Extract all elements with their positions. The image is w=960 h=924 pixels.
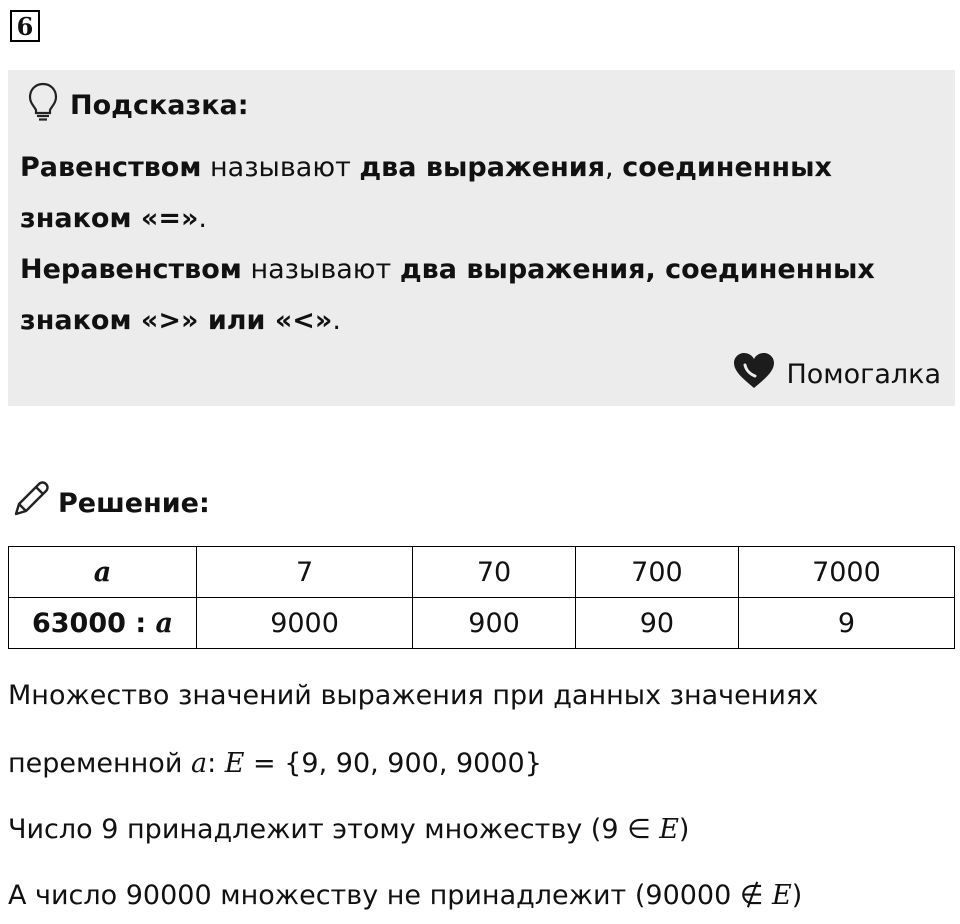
set-e: E <box>771 880 792 911</box>
paragraph-text: А число 90000 множеству не принадлежит (90000 ∉ <box>8 880 772 911</box>
table-row <box>9 547 955 598</box>
hint-text-bold: два выражения <box>359 152 606 183</box>
solution-paragraph-1: Множество значений выражения при данных значениях <box>8 680 819 711</box>
term-inequality: Неравенством <box>20 254 242 285</box>
paragraph-text: = {9, 90, 900, 9000} <box>244 748 542 779</box>
paragraph-text: Число 9 принадлежит этому множеству (9 ∈ <box>8 814 660 845</box>
hint-line-3 <box>20 244 920 295</box>
helper-label: Помогалка <box>786 359 941 390</box>
expression-number: 63000 : <box>31 607 156 639</box>
hint-title-row <box>28 82 249 129</box>
table-cell: 90 <box>575 598 738 649</box>
table-cell: 9000 <box>197 598 413 649</box>
set-e: E <box>224 748 245 779</box>
variable-a: a <box>190 748 208 779</box>
table-cell: 9 <box>738 598 954 649</box>
table-header-variable <box>9 547 197 598</box>
hint-text-bold: два выражения, соединенных <box>399 254 875 285</box>
paragraph-text: ) <box>791 880 803 911</box>
hint-text-plain: называют <box>241 254 400 285</box>
hint-text-period: . <box>198 203 208 234</box>
values-table <box>8 546 955 649</box>
pencil-icon <box>10 480 50 527</box>
table-cell: 700 <box>575 547 738 598</box>
hint-text-period: . <box>332 305 341 336</box>
table-cell: 7 <box>197 547 413 598</box>
hint-line-2 <box>20 193 920 244</box>
hint-title: Подсказка: <box>70 90 249 121</box>
hint-box <box>8 70 955 406</box>
variable-a: a <box>93 556 112 588</box>
solution-paragraph-2 <box>8 748 542 779</box>
variable-a: a <box>155 607 174 639</box>
hint-text-bold: знаком «=» <box>20 203 199 234</box>
hint-text-comma: , <box>605 152 623 183</box>
heart-icon <box>732 352 776 397</box>
table-cell: 7000 <box>738 547 954 598</box>
term-equality: Равенством <box>20 152 202 183</box>
solution-title-row <box>10 480 210 527</box>
paragraph-text: переменной <box>8 748 191 779</box>
paragraph-text: : <box>207 748 225 779</box>
table-header-expression <box>9 598 197 649</box>
table-row <box>9 598 955 649</box>
paragraph-text: ) <box>678 814 690 845</box>
helper-link[interactable] <box>732 352 941 397</box>
task-number: 6 <box>10 10 40 42</box>
table-cell: 70 <box>413 547 576 598</box>
solution-paragraph-4 <box>8 880 802 911</box>
hint-text-bold: знаком «>» или «<» <box>20 305 333 336</box>
solution-paragraph-3 <box>8 814 689 845</box>
lightbulb-icon <box>28 82 58 129</box>
hint-text-plain: называют <box>201 152 360 183</box>
hint-text-bold: соединенных <box>622 152 832 183</box>
table-cell: 900 <box>413 598 576 649</box>
hint-text <box>20 142 920 346</box>
hint-line-4 <box>20 295 920 346</box>
set-e: E <box>659 814 679 845</box>
solution-title: Решение: <box>58 488 210 519</box>
hint-line-1 <box>20 142 920 193</box>
